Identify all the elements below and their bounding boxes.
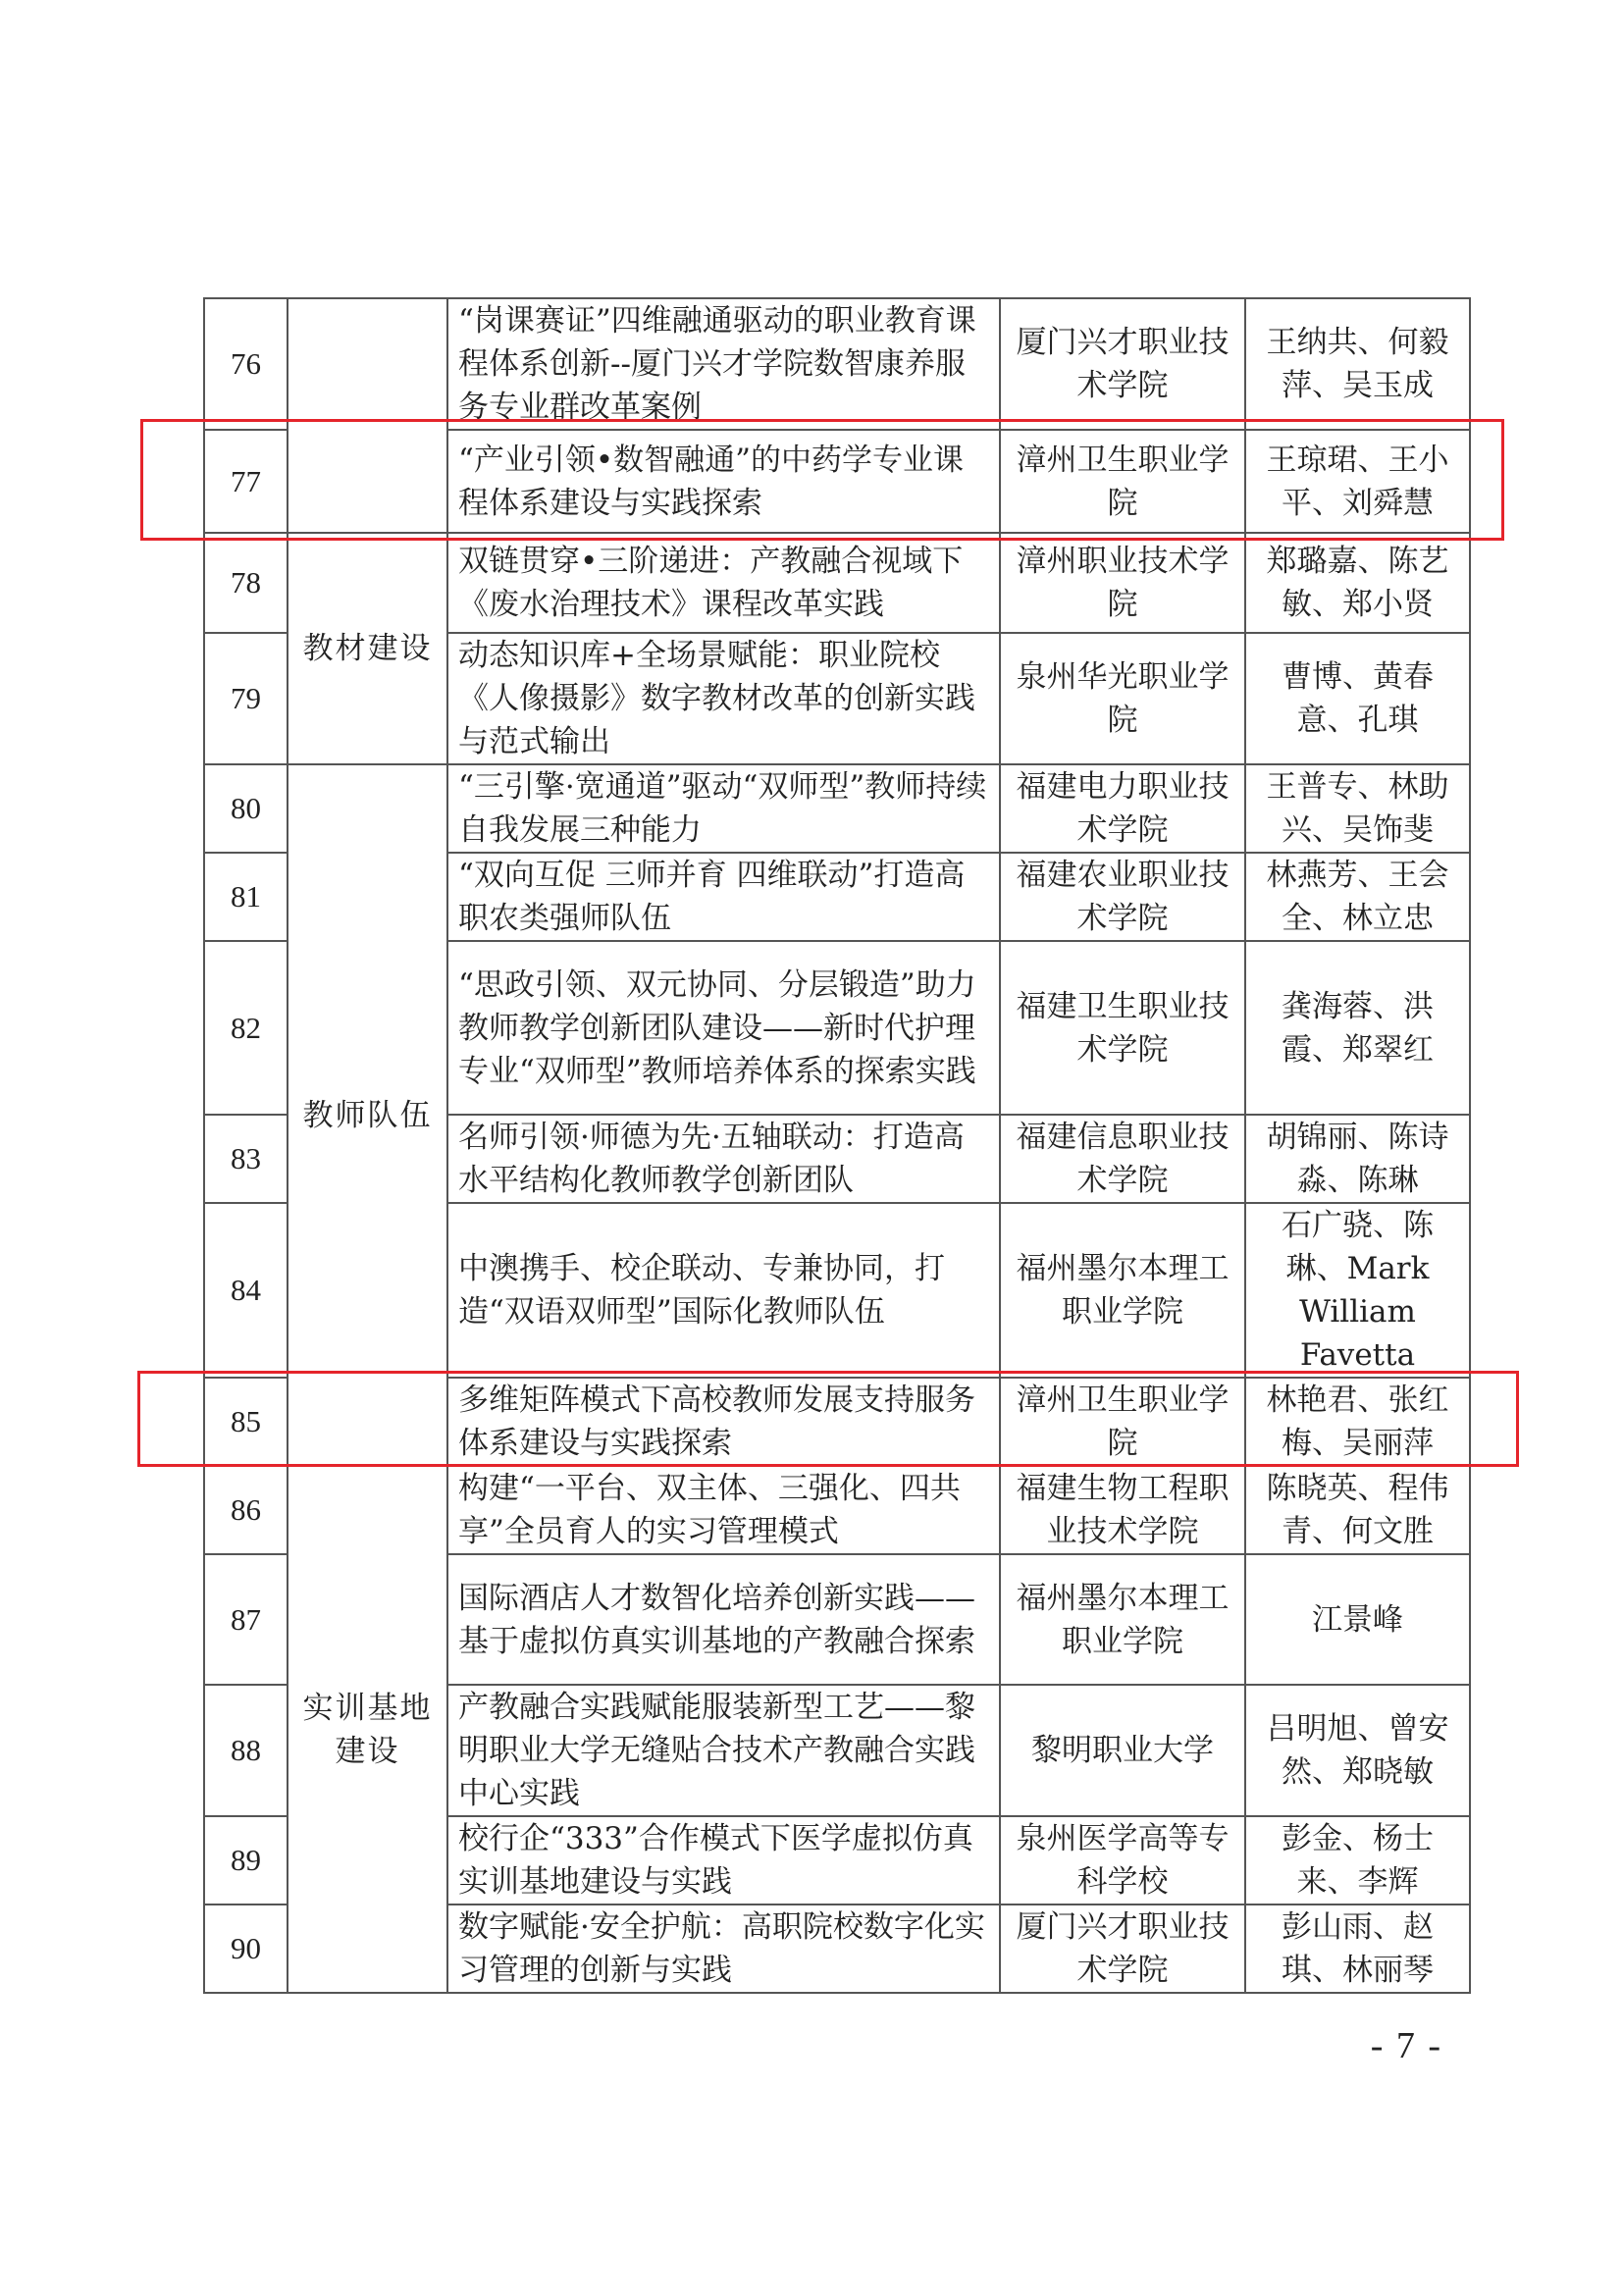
authors: 吕明旭、曾安然、郑晓敏: [1245, 1685, 1470, 1816]
project-title: “岗课赛证”四维融通驱动的职业教育课程体系创新--厦门兴才学院数智康养服务专业群改革案例: [447, 298, 1000, 430]
project-title: 数字赋能·安全护航：高职院校数字化实习管理的创新与实践: [447, 1905, 1000, 1993]
school-name: 漳州职业技术学院: [1000, 533, 1245, 633]
table-row: [204, 1466, 1470, 1554]
category-textbook: 教材建设: [288, 533, 447, 764]
row-number: 89: [204, 1816, 288, 1905]
row-number: 81: [204, 853, 288, 941]
school-name: 漳州卫生职业学院: [1000, 430, 1245, 533]
row-number: 90: [204, 1905, 288, 1993]
category-training-base: 实训基地建设: [288, 1466, 447, 1993]
project-title: “思政引领、双元协同、分层锻造”助力教师教学创新团队建设——新时代护理专业“双师型”教师培养体系的探索实践: [447, 941, 1000, 1115]
authors: 王纳共、何毅萍、吴玉成: [1245, 298, 1470, 430]
highlight-box-row-77: [140, 419, 1504, 541]
school-name: 泉州华光职业学院: [1000, 633, 1245, 764]
row-number: 85: [204, 1378, 288, 1466]
authors: 郑璐嘉、陈艺敏、郑小贤: [1245, 533, 1470, 633]
project-title: 国际酒店人才数智化培养创新实践——基于虚拟仿真实训基地的产教融合探索: [447, 1554, 1000, 1685]
school-name: 福州墨尔本理工职业学院: [1000, 1554, 1245, 1685]
row-number: 77: [204, 430, 288, 533]
school-name: 福建电力职业技术学院: [1000, 764, 1245, 853]
table-row: [204, 298, 1470, 430]
project-title: 名师引领·师德为先·五轴联动：打造高水平结构化教师教学创新团队: [447, 1115, 1000, 1203]
school-name: 福建信息职业技术学院: [1000, 1115, 1245, 1203]
project-title: 产教融合实践赋能服装新型工艺——黎明职业大学无缝贴合技术产教融合实践中心实践: [447, 1685, 1000, 1816]
project-title: “三引擎·宽通道”驱动“双师型”教师持续自我发展三种能力: [447, 764, 1000, 853]
school-name: 福建生物工程职业技术学院: [1000, 1466, 1245, 1554]
row-number: 88: [204, 1685, 288, 1816]
authors: 林艳君、张红梅、吴丽萍: [1245, 1378, 1470, 1466]
table-row: [204, 764, 1470, 853]
row-number: 82: [204, 941, 288, 1115]
authors: 林燕芳、王会全、林立忠: [1245, 853, 1470, 941]
authors: 江景峰: [1245, 1554, 1470, 1685]
row-number: 84: [204, 1203, 288, 1378]
category-teachers: 教师队伍: [288, 764, 447, 1466]
school-name: 福建农业职业技术学院: [1000, 853, 1245, 941]
authors: 曹博、黄春意、孔琪: [1245, 633, 1470, 764]
authors: 彭金、杨士来、李辉: [1245, 1816, 1470, 1905]
authors: 龚海蓉、洪霞、郑翠红: [1245, 941, 1470, 1115]
page-number: - 7 -: [1370, 2025, 1442, 2066]
project-title: “双向互促 三师并育 四维联动”打造高职农类强师队伍: [447, 853, 1000, 941]
school-name: 厦门兴才职业技术学院: [1000, 298, 1245, 430]
school-name: 漳州卫生职业学院: [1000, 1378, 1245, 1466]
school-name: 黎明职业大学: [1000, 1685, 1245, 1816]
project-title: 动态知识库+全场景赋能：职业院校《人像摄影》数字教材改革的创新实践与范式输出: [447, 633, 1000, 764]
school-name: 厦门兴才职业技术学院: [1000, 1905, 1245, 1993]
school-name: 福建卫生职业技术学院: [1000, 941, 1245, 1115]
row-number: 79: [204, 633, 288, 764]
achievement-table: [203, 297, 1471, 1994]
row-number: 83: [204, 1115, 288, 1203]
project-title: 多维矩阵模式下高校教师发展支持服务体系建设与实践探索: [447, 1378, 1000, 1466]
authors: 石广骁、陈琳、Mark William Favetta: [1245, 1203, 1470, 1378]
authors: 胡锦丽、陈诗淼、陈琳: [1245, 1115, 1470, 1203]
row-number: 80: [204, 764, 288, 853]
school-name: 泉州医学高等专科学校: [1000, 1816, 1245, 1905]
authors: 彭山雨、赵琪、林丽琴: [1245, 1905, 1470, 1993]
authors: 王琼珺、王小平、刘舜慧: [1245, 430, 1470, 533]
row-number: 87: [204, 1554, 288, 1685]
project-title: “产业引领•数智融通”的中药学专业课程体系建设与实践探索: [447, 430, 1000, 533]
project-title: 双链贯穿•三阶递进：产教融合视域下《废水治理技术》课程改革实践: [447, 533, 1000, 633]
authors: 王普专、林助兴、吴饰斐: [1245, 764, 1470, 853]
project-title: 校行企“333”合作模式下医学虚拟仿真实训基地建设与实践: [447, 1816, 1000, 1905]
school-name: 福州墨尔本理工职业学院: [1000, 1203, 1245, 1378]
authors: 陈晓英、程伟青、何文胜: [1245, 1466, 1470, 1554]
project-title: 中澳携手、校企联动、专兼协同，打造“双语双师型”国际化教师队伍: [447, 1203, 1000, 1378]
row-number: 86: [204, 1466, 288, 1554]
project-title: 构建“一平台、双主体、三强化、四共享”全员育人的实习管理模式: [447, 1466, 1000, 1554]
table-row: [204, 533, 1470, 633]
row-number: 76: [204, 298, 288, 430]
highlight-box-row-85: [137, 1371, 1519, 1467]
row-number: 78: [204, 533, 288, 633]
